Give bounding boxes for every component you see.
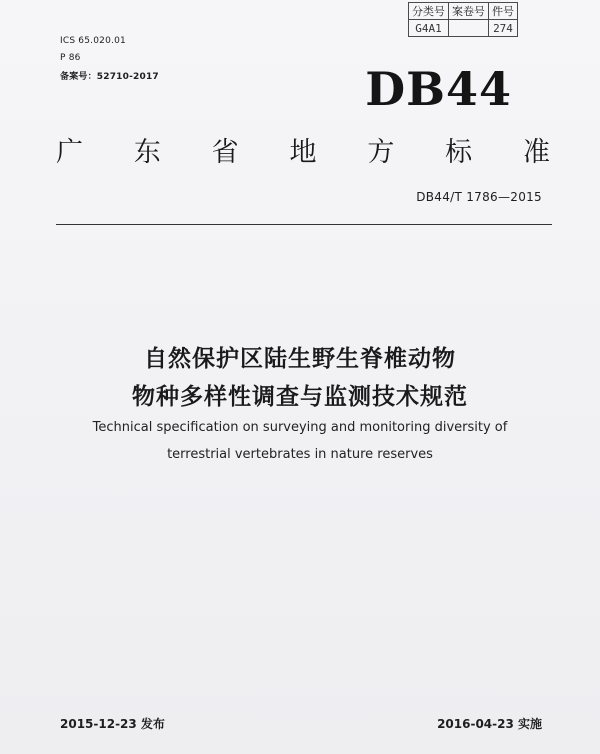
archive-stamp-header-row xyxy=(409,3,518,20)
standard-name-char: 标 xyxy=(445,137,473,168)
stamp-header-file: 案卷号 xyxy=(449,3,489,20)
filing-number: 备案号：52710-2017 xyxy=(60,72,159,82)
stamp-header-category: 分类号 xyxy=(409,3,449,20)
standard-code: DB44 xyxy=(365,62,512,116)
standard-name-char: 省 xyxy=(211,137,239,168)
ics-code: ICS 65.020.01 xyxy=(60,36,126,46)
standard-name-char: 广 xyxy=(56,137,83,168)
title-cn-line-1: 自然保护区陆生野生脊椎动物 xyxy=(144,346,456,372)
standard-name-char: 方 xyxy=(367,137,395,168)
standard-name-char: 地 xyxy=(289,137,317,168)
standard-number: DB44/T 1786—2015 xyxy=(416,190,542,204)
archive-stamp-value-row xyxy=(409,20,518,37)
header-divider xyxy=(56,224,552,225)
stamp-value-item: 274 xyxy=(489,20,518,37)
title-en-line-1: Technical specification on surveying and monitoring diversity of xyxy=(92,420,508,435)
archive-stamp-table xyxy=(408,2,518,37)
standard-category-name xyxy=(56,130,550,169)
ccs-code: P 86 xyxy=(60,53,81,63)
stamp-header-item: 件号 xyxy=(489,3,518,20)
issue-date: 2015-12-23 发布 xyxy=(60,717,165,731)
title-cn-line-2: 物种多样性调查与监测技术规范 xyxy=(132,384,468,410)
stamp-value-category: G4A1 xyxy=(409,20,449,37)
standard-name-char: 准 xyxy=(522,137,550,168)
implementation-date: 2016-04-23 实施 xyxy=(437,717,542,731)
stamp-value-file xyxy=(449,20,489,37)
title-en-line-2: terrestrial vertebrates in nature reserves xyxy=(167,447,433,462)
standard-name-char: 东 xyxy=(133,137,161,168)
